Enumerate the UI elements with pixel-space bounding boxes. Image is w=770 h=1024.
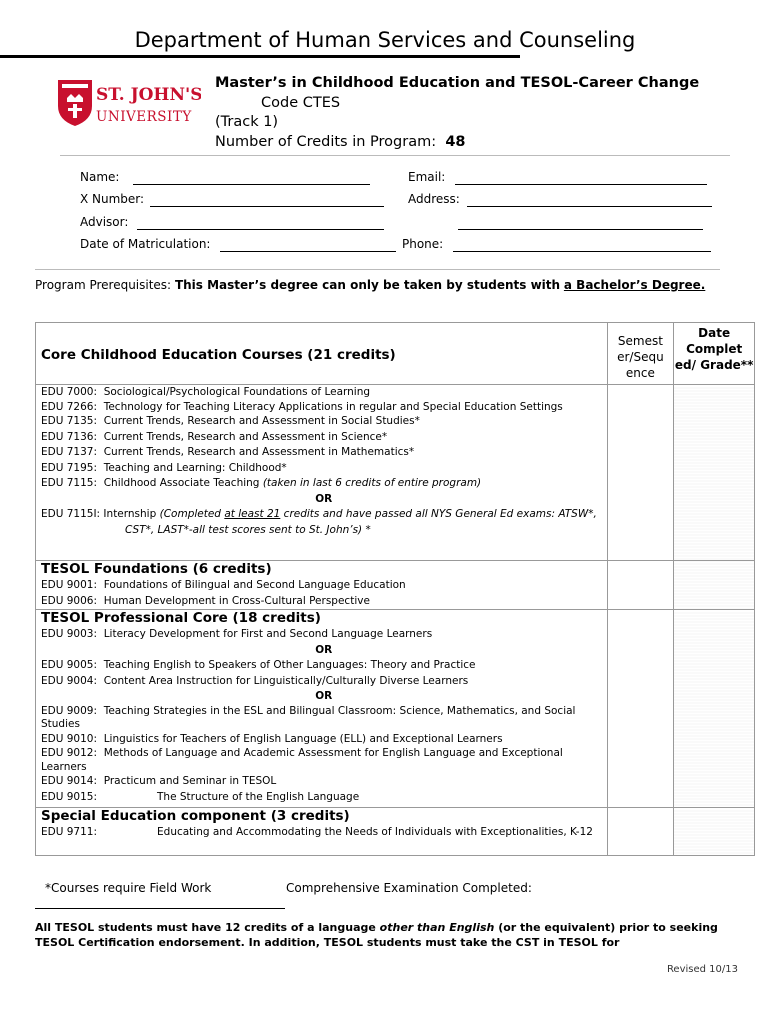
or-label: OR (315, 643, 333, 656)
divider-top (60, 155, 730, 156)
university-logo (56, 76, 201, 128)
title-rule (0, 55, 520, 58)
program-credits: Number of Credits in Program: 48 (215, 133, 466, 150)
core-courses-cell (36, 385, 608, 561)
advisor-label: Advisor: (80, 215, 129, 229)
course-code: EDU 9001: (41, 579, 98, 591)
course-edu9012: EDU 9012: Methods of Language and Academic Assessment for English Language and Exceptional Learners (41, 747, 563, 773)
tesol-foundations-heading: TESOL Foundations (6 credits) (41, 561, 272, 577)
date-cell-tesol-core[interactable] (674, 610, 755, 808)
svg-text:UNIVERSITY: UNIVERSITY (96, 109, 192, 125)
date-cell-core[interactable] (674, 385, 755, 561)
course-edu7000 (41, 385, 607, 401)
course-title: Teaching and Learning: Childhood* (103, 461, 287, 474)
matriculation-label: Date of Matriculation: (80, 237, 211, 251)
semester-cell-foundations[interactable] (607, 561, 674, 610)
name-label: Name: (80, 170, 120, 184)
field-work-note: *Courses require Field Work (45, 881, 212, 895)
semester-cell-special-ed[interactable] (607, 808, 674, 856)
course-table (35, 322, 755, 856)
svg-text:ST. JOHN'S: ST. JOHN'S (96, 85, 201, 105)
phone-label: Phone: (402, 237, 444, 251)
course-edu9005: EDU 9005: Teaching English to Speakers of Other Languages: Theory and Practice (41, 659, 476, 671)
course-code: EDU 7137: (41, 446, 98, 458)
course-edu9001 (41, 578, 607, 594)
page-title: Department of Human Services and Counseling (134, 28, 636, 52)
course-edu7266 (41, 401, 607, 415)
semester-cell-core[interactable] (607, 385, 674, 561)
course-edu7115i: EDU 7115I: Internship (Completed at least 21 credits and have passed all NYS General Ed exams: ATSW*, CST*, LAST*-all test scores sent to St. John’s) * (41, 508, 597, 536)
course-edu9003: EDU 9003: Literacy Development for First and Second Language Learners (41, 628, 433, 640)
course-title: Foundations of Bilingual and Second Language Education (103, 579, 406, 591)
core-heading: Core Childhood Education Courses (21 credits) (36, 323, 608, 385)
advisor-field[interactable] (137, 229, 384, 230)
course-edu9004: EDU 9004: Content Area Instruction for Linguistically/Culturally Diverse Learners (41, 674, 469, 687)
address-field[interactable] (467, 206, 712, 207)
tesol-foundations-list (41, 578, 607, 609)
program-code: Code CTES (261, 94, 341, 111)
date-cell-special-ed[interactable] (674, 808, 755, 856)
course-edu7137 (41, 445, 607, 461)
semester-cell-tesol-core[interactable] (607, 610, 674, 808)
course-edu7135 (41, 414, 607, 430)
course-edu9006 (41, 594, 607, 610)
course-edu9010: EDU 9010: Linguistics for Teachers of English Language (ELL) and Exceptional Learners (41, 732, 503, 745)
course-title: Current Trends, Research and Assessment in Mathematics* (103, 446, 415, 458)
course-edu9015: EDU 9015: The Structure of the English Language (41, 790, 360, 803)
revised-date: Revised 10/13 (666, 964, 738, 975)
course-edu7136 (41, 430, 607, 446)
program-name: Master’s in Childhood Education and TESOL-Career Change (215, 75, 700, 91)
course-code: EDU 7135: (41, 415, 98, 427)
tesol-foundations-cell (36, 561, 608, 610)
program-track: (Track 1) (215, 114, 279, 130)
course-code: EDU 7000: (41, 386, 98, 398)
course-code: EDU 7195: (41, 461, 98, 474)
course-edu9009: EDU 9009: Teaching Strategies in the ESL and Bilingual Classroom: Science, Mathematics, and Social Studies (41, 704, 576, 730)
course-title: Technology for Teaching Literacy Applications in regular and Special Education Settings (103, 400, 563, 413)
course-edu7195 (41, 461, 607, 477)
tesol-language-note: All TESOL students must have 12 credits of a language other than English (or the equivalent) prior to seeking TESOL Certification endorsement. In addition, TESOL students must take the CST in TESOL for (35, 921, 718, 949)
address-label: Address: (408, 192, 460, 206)
semester-heading: Semest er/Sequ ence (607, 323, 674, 385)
date-heading: Date Complet ed/ Grade** (674, 323, 755, 385)
core-course-list (41, 385, 607, 476)
program-prerequisites: Program Prerequisites: This Master’s degree can only be taken by students with a Bachelor’s Degree. (35, 278, 706, 292)
course-code: EDU 9006: (41, 594, 98, 607)
email-label: Email: (408, 170, 446, 184)
course-edu9711: EDU 9711: Educating and Accommodating the Needs of Individuals with Exceptionalities, K-12 (41, 826, 593, 838)
date-cell-foundations[interactable] (674, 561, 755, 610)
or-label: OR (315, 690, 333, 702)
matriculation-field[interactable] (220, 251, 396, 252)
tesol-core-cell (36, 610, 608, 808)
course-title: Human Development in Cross-Cultural Perspective (103, 594, 370, 607)
special-ed-cell (36, 808, 608, 856)
x-number-label: X Number: (80, 192, 145, 206)
phone-field[interactable] (453, 251, 711, 252)
course-title: Current Trends, Research and Assessment in Science* (103, 430, 388, 443)
course-title: Current Trends, Research and Assessment in Social Studies* (103, 415, 420, 427)
special-ed-heading: Special Education component (3 credits) (41, 808, 350, 824)
tesol-core-heading: TESOL Professional Core (18 credits) (41, 610, 321, 626)
program-info (215, 74, 699, 152)
course-title: Sociological/Psychological Foundations of Learning (103, 386, 371, 398)
name-field[interactable] (133, 184, 370, 185)
course-code: EDU 7136: (41, 430, 98, 443)
course-edu9014: EDU 9014: Practicum and Seminar in TESOL (41, 775, 277, 787)
divider-mid (35, 269, 720, 270)
email-field[interactable] (455, 184, 707, 185)
or-label: OR (315, 492, 333, 505)
address-field-line2[interactable] (458, 229, 703, 230)
field-work-line (35, 908, 285, 909)
course-code: EDU 7266: (41, 400, 98, 413)
course-edu7115: EDU 7115: Childhood Associate Teaching (taken in last 6 credits of entire program) (41, 477, 482, 489)
x-number-field[interactable] (150, 206, 384, 207)
comp-exam-label: Comprehensive Examination Completed: (286, 881, 532, 895)
